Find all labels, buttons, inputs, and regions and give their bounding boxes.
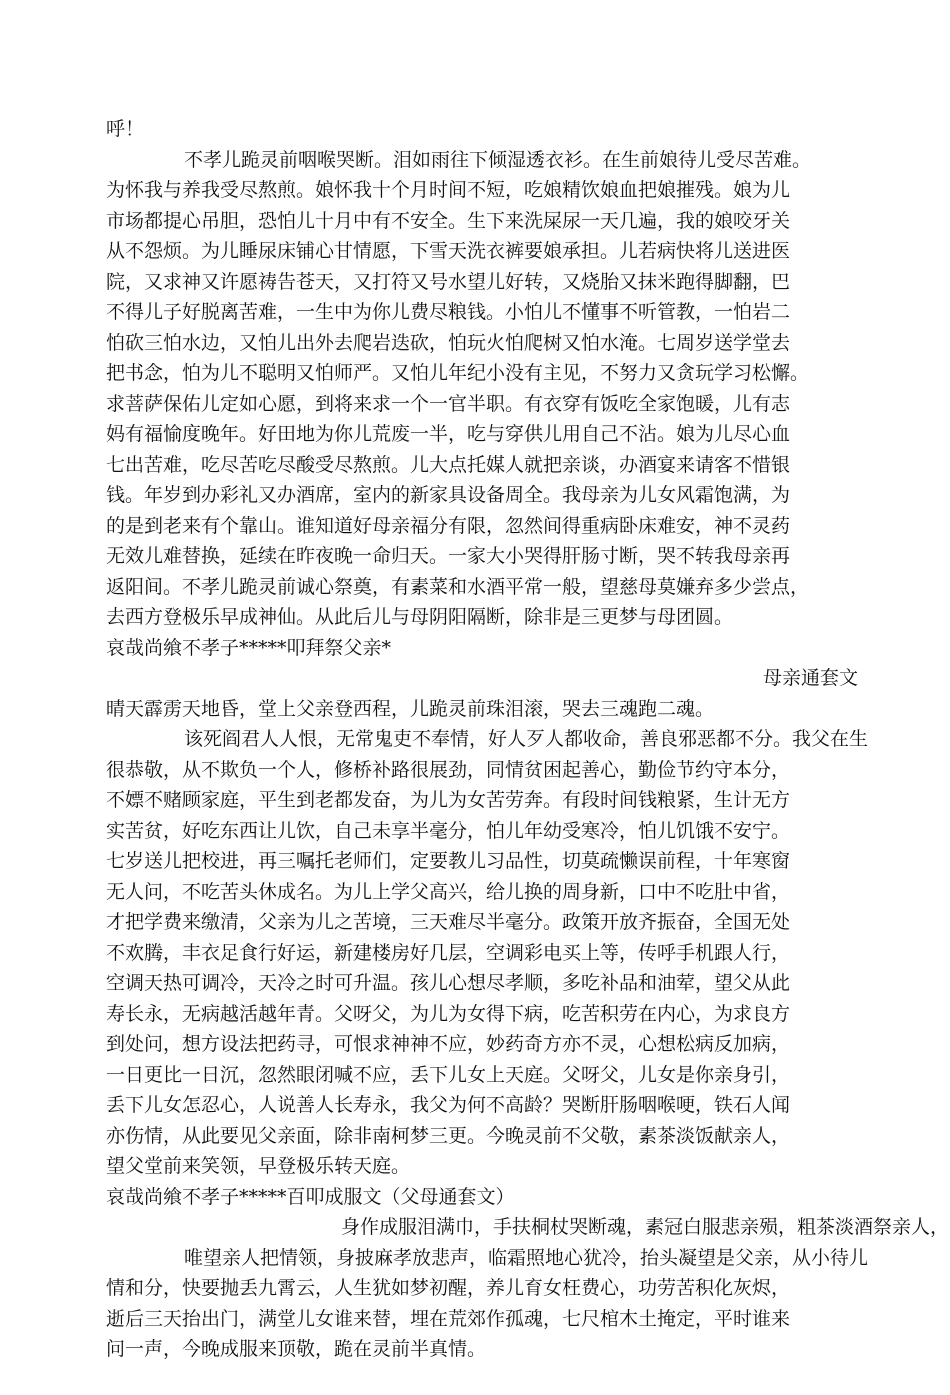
paragraph-start: 该死阎君人人恨，无常鬼吏不奉情，好人歹人都收命，善良邪恶都不分。我父在生 [106,724,858,755]
text-line: 情和分，快要抛丢九霄云，人生犹如梦初醒，养儿育女枉费心，功劳苦积化灰烬， [106,1273,858,1304]
text-line: 把书念，怕为儿不聪明又怕师严。又怕儿年纪小没有主见，不努力又贪玩学习松懈。 [106,358,858,389]
closing-line: 母亲通套文 [106,663,858,694]
text-line: 很恭敬，从不欺负一个人，修桥补路很展劲，同情贫困起善心，勤俭节约守本分， [106,755,858,786]
text-line: 才把学费来缴清，父亲为儿之苦境，三天难尽半毫分。政策开放齐振奋，全国无处 [106,907,858,938]
paragraph-start: 不孝儿跪灵前咽喉哭断。泪如雨往下倾湿透衣衫。在生前娘待儿受尽苦难。 [106,145,858,176]
text-line: 望父堂前来笑领，早登极乐转天庭。 [106,1151,858,1182]
text-line: 空调天热可调冷，天冷之时可升温。孩儿心想尽孝顺，多吃补品和油荤，望父从此 [106,968,858,999]
text-line: 寿长永，无病越活越年青。父呀父，为儿为女得下病，吃苦积劳在内心，为求良方 [106,999,858,1030]
text-line: 丢下儿女怎忍心，人说善人长寿永，我父为何不高龄？哭断肝肠咽喉哽，铁石人闻 [106,1090,858,1121]
text-line: 不欢腾，丰衣足食行好运，新建楼房好几层，空调彩电买上等，传呼手机跟人行， [106,938,858,969]
text-line: 求菩萨保佑儿定如心愿，到将来求一个一官半职。有衣穿有饭吃全家饱暖，儿有志 [106,389,858,420]
text-line: 问一声，今晚成服来顶敬，跪在灵前半真情。 [106,1334,858,1365]
text-line: 为怀我与养我受尽熬煎。娘怀我十个月时间不短，吃娘精饮娘血把娘摧残。娘为儿 [106,175,858,206]
section-title: 身作成服泪满巾，手扶桐杖哭断魂，素冠白服悲亲殒，粗茶淡酒祭亲人， [106,1212,858,1243]
text-line: 妈有福愉度晚年。好田地为你儿荒废一半，吃与穿供儿用自己不沾。娘为儿尽心血 [106,419,858,450]
text-line: 无效儿难替换，延续在昨夜晚一命归天。一家大小哭得肝肠寸断，哭不转我母亲再 [106,541,858,572]
text-line: 怕砍三怕水边，又怕儿出外去爬岩迭砍，怕玩火怕爬树又怕水淹。七周岁送学堂去 [106,328,858,359]
paragraph-start: 唯望亲人把情领，身披麻孝放悲声，临霜照地心犹冷，抬头凝望是父亲，从小待儿 [106,1243,858,1274]
text-line: 的是到老来有个靠山。谁知道好母亲福分有限，忽然间得重病卧床难安，神不灵药 [106,511,858,542]
text-line: 哀哉尚飨不孝子*****叩拜祭父亲* [106,633,858,664]
section-title: 晴天霹雳天地昏，堂上父亲登西程，儿跪灵前珠泪滚，哭去三魂跑二魂。 [106,694,858,725]
text-line: 不嫖不赌顾家庭，平生到老都发奋，为儿为女苦劳奔。有段时间钱粮紧，生计无方 [106,785,858,816]
text-line: 实苦贫，好吃东西让儿饮，自己未享半毫分，怕儿年幼受寒冷，怕儿饥饿不安宁。 [106,816,858,847]
text-line: 一日更比一日沉，忽然眼闭喊不应，丢下儿女上天庭。父呀父，儿女是你亲身引， [106,1060,858,1091]
text-line: 七出苦难，吃尽苦吃尽酸受尽熬煎。儿大点托媒人就把亲谈，办酒宴来请客不惜银 [106,450,858,481]
text-line: 呼！ [106,114,858,145]
text-line: 哀哉尚飨不孝子*****百叩成服文（父母通套文） [106,1182,858,1213]
text-line: 七岁送儿把校进，再三嘱托老师们，定要教儿习品性，切莫疏懒误前程，十年寒窗 [106,846,858,877]
text-line: 逝后三天抬出门，满堂儿女谁来替，埋在荒郊作孤魂，七尺棺木土掩定，平时谁来 [106,1304,858,1335]
text-line: 返阳间。不孝儿跪灵前诚心祭奠，有素菜和水酒平常一般，望慈母莫嫌弃多少尝点， [106,572,858,603]
text-line: 到处问，想方设法把药寻，可恨求神神不应，妙药奇方亦不灵，心想松病反加病， [106,1029,858,1060]
text-line: 院，又求神又许愿祷告苍天，又打符又号水望儿好转，又烧胎又抹米跑得脚翻，巴 [106,267,858,298]
text-line: 从不怨烦。为儿睡尿床铺心甘情愿，下雪天洗衣裤要娘承担。儿若病快将儿送进医 [106,236,858,267]
text-line [106,1365,858,1395]
text-line: 不得儿子好脱离苦难，一生中为你儿费尽粮钱。小怕儿不懂事不听管教，一怕岩二 [106,297,858,328]
document-page [106,114,858,1395]
text-line: 去西方登极乐早成神仙。从此后儿与母阴阳隔断，除非是三更梦与母团圆。 [106,602,858,633]
text-line: 钱。年岁到办彩礼又办酒席，室内的新家具设备周全。我母亲为儿女风霜饱满，为 [106,480,858,511]
text-line: 市场都提心吊胆，恐怕儿十月中有不安全。生下来洗屎尿一天几遍，我的娘咬牙关 [106,206,858,237]
text-line: 无人问，不吃苦头休成名。为儿上学父高兴，给儿换的周身新，口中不吃肚中省， [106,877,858,908]
text-line: 亦伤情，从此要见父亲面，除非南柯梦三更。今晚灵前不父敬，素茶淡饭献亲人， [106,1121,858,1152]
